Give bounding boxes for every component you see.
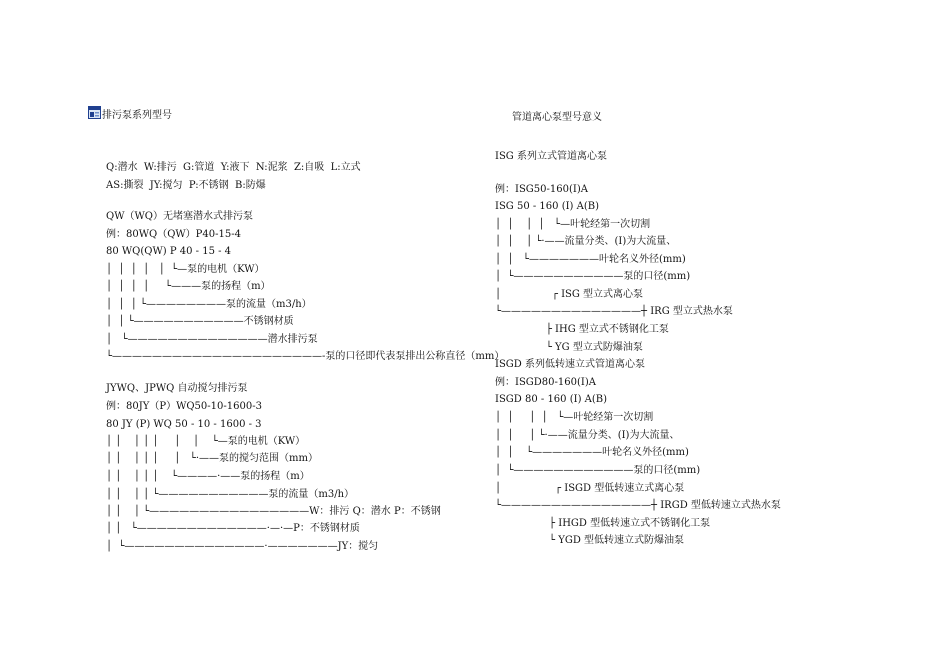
isg-type-line: ├ IHG 型立式不锈钢化工泵 xyxy=(495,324,669,335)
isgd-type-line: └ YGD 型低转速立式防爆油泵 xyxy=(495,535,685,546)
jywq-example: 例：80JY（P）WQ50-10-1600-3 xyxy=(106,401,262,412)
jywq-breakdown-line: │ └——————————————·———————JY：搅匀 xyxy=(106,541,379,552)
isgd-model-code: ISGD 80 - 160 (I) A(B) xyxy=(495,394,608,405)
jywq-heading: JYWQ、JPWQ 自动搅匀排污泵 xyxy=(106,383,248,394)
code-legend-line-1: Q:潜水 W:排污 G:管道 Y:液下 N:泥浆 Z:自吸 L:立式 xyxy=(106,162,361,173)
qw-breakdown-line: └—————————————————————-泵的口径即代表泵排出公称直径（mm） xyxy=(106,351,505,362)
isgd-type-line: └———————————————┼ IRGD 型低转速立式热水泵 xyxy=(495,500,781,511)
jywq-breakdown-line: │ │ │ │ └———————————泵的流量（m3/h） xyxy=(106,489,355,500)
jywq-breakdown-line: │ │ └—————————————·—·—P：不锈钢材质 xyxy=(106,523,360,534)
isg-breakdown-line: │ └———————————泵的口径(mm) xyxy=(495,271,691,282)
isg-breakdown-line: │ │ └———————叶轮名义外径(mm) xyxy=(495,254,686,265)
jywq-breakdown-line: │ │ │ │ │ │ │ └—泵的电机（KW） xyxy=(106,436,306,447)
isgd-breakdown-line: │ │ │ │ └—叶轮经第一次切割 xyxy=(495,412,654,423)
qw-example: 例：80WQ（QW）P40-15-4 xyxy=(106,229,241,240)
isg-example: 例：ISG50-160(I)A xyxy=(495,184,588,195)
isg-type-line: └ YG 型立式防爆油泵 xyxy=(495,342,643,353)
qw-breakdown-line: │ │ │ └————————泵的流量（m3/h） xyxy=(106,299,312,310)
isgd-heading: ISGD 系列低转速立式管道离心泵 xyxy=(495,359,645,370)
document-icon xyxy=(88,106,101,119)
qw-breakdown-line: │ │ │ │ └———泵的扬程（m） xyxy=(106,281,271,292)
jywq-breakdown-line: │ │ │ └————————————————W：排污 Q：潜水 P：不锈钢 xyxy=(106,506,441,517)
isgd-breakdown-line: │ │ │ └·——流量分类、(I)为大流量、 xyxy=(495,430,680,441)
left-section-title: 排污泵系列型号 xyxy=(102,110,172,121)
isg-heading: ISG 系列立式管道离心泵 xyxy=(495,151,607,162)
jywq-breakdown-line: │ │ │ │ │ └————·——泵的扬程（m） xyxy=(106,471,310,482)
isgd-example: 例：ISGD80-160(I)A xyxy=(495,377,596,388)
qw-heading: QW（WQ）无堵塞潜水式排污泵 xyxy=(106,211,253,222)
qw-breakdown-line: │ │ │ │ │ └—泵的电机（KW） xyxy=(106,264,265,275)
qw-model-code: 80 WQ(QW) P 40 - 15 - 4 xyxy=(106,246,232,257)
jywq-breakdown-line: │ │ │ │ │ │ └·——泵的搅匀范围（mm） xyxy=(106,453,318,464)
code-legend-line-2: AS:撕裂 JY:搅匀 P:不锈钢 B:防爆 xyxy=(106,180,266,191)
qw-breakdown-line: │ └——————————————潜水排污泵 xyxy=(106,334,318,345)
right-section-title: 管道离心泵型号意义 xyxy=(512,112,602,123)
isgd-breakdown-line: │ │ └———————叶轮名义外径(mm) xyxy=(495,447,689,458)
isg-breakdown-line: │ │ │ │ └—叶轮经第一次切割 xyxy=(495,219,651,230)
isg-type-line: └——————————————┼ IRG 型立式热水泵 xyxy=(495,306,733,317)
isg-type-line: │ ┌ ISG 型立式离心泵 xyxy=(495,289,644,300)
jywq-model-code: 80 JY (P) WQ 50 - 10 - 1600 - 3 xyxy=(106,419,262,430)
isgd-type-line: │ ┌ ISGD 型低转速立式离心泵 xyxy=(495,483,685,494)
isg-model-code: ISG 50 - 160 (I) A(B) xyxy=(495,201,599,212)
isgd-breakdown-line: │ └————————————泵的口径(mm) xyxy=(495,465,701,476)
qw-breakdown-line: │ │ └———————————不锈钢材质 xyxy=(106,316,294,327)
isgd-type-line: ├ IHGD 型低转速立式不锈钢化工泵 xyxy=(495,518,711,529)
isg-breakdown-line: │ │ │ └·——流量分类、(I)为大流量、 xyxy=(495,236,677,247)
